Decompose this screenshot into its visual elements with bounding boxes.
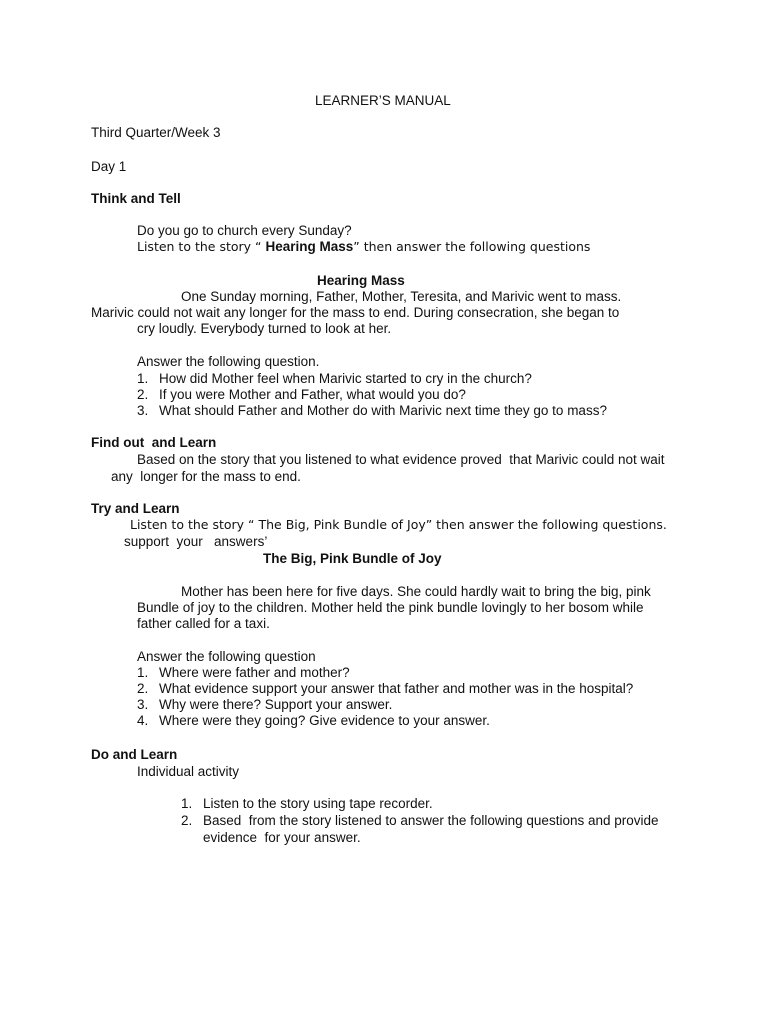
story-line: cry loudly. Everybody turned to look at her. (137, 321, 392, 336)
list-item: 4. Where were they going? Give evidence to your answer. (137, 713, 490, 728)
activity-label: Individual activity (137, 764, 240, 779)
listen-post: ” then answer the following questions (353, 239, 591, 254)
find-out-line: Based on the story that you listened to what evidence proved that Marivic could not wait (137, 452, 665, 467)
story-line: Mother has been here for five days. She could hardly wait to bring the big, pink (181, 584, 651, 599)
listen-story-title: Hearing Mass (265, 239, 354, 254)
find-out-line: any longer for the mass to end. (111, 469, 301, 484)
story-line: One Sunday morning, Father, Mother, Teresita, and Marivic went to mass. (181, 289, 622, 304)
answer-label: Answer the following question (137, 649, 316, 664)
list-item: 1. Listen to the story using tape recorder. (181, 796, 433, 811)
story-line: father called for a taxi. (137, 616, 270, 631)
list-item: 1. Where were father and mother? (137, 665, 350, 680)
list-item: 2. If you were Mother and Father, what would you do? (137, 387, 466, 402)
support-answers-line: support your answers’ (124, 534, 268, 549)
list-item: 2. What evidence support your answer that father and mother was in the hospital? (137, 681, 634, 696)
list-item: 2. Based from the story listened to answer the following questions and provide (181, 813, 659, 828)
list-item-continuation: evidence for your answer. (203, 830, 361, 845)
find-out-heading: Find out and Learn (91, 435, 217, 450)
list-item: 1. How did Mother feel when Marivic started to cry in the church? (137, 371, 532, 386)
list-item: 3. What should Father and Mother do with Marivic next time they go to mass? (137, 403, 607, 418)
document-title: LEARNER’S MANUAL (315, 93, 451, 108)
try-and-learn-heading: Try and Learn (91, 501, 180, 516)
story-line: Bundle of joy to the children. Mother held the pink bundle lovingly to her bosom while (137, 600, 644, 615)
listen-instruction (137, 239, 590, 255)
church-question: Do you go to church every Sunday? (137, 223, 352, 238)
think-and-tell-heading: Think and Tell (91, 191, 181, 206)
story-line: Marivic could not wait any longer for the mass to end. During consecration, she began to (91, 305, 620, 320)
story-title-hearing-mass: Hearing Mass (317, 273, 405, 288)
story-title-pink-bundle: The Big, Pink Bundle of Joy (263, 551, 442, 566)
listen-pre: Listen to the story “ (137, 239, 266, 254)
do-and-learn-heading: Do and Learn (91, 747, 178, 762)
quarter-label: Third Quarter/Week 3 (91, 125, 221, 140)
try-listen-instruction: Listen to the story “ The Big, Pink Bundle of Joy” then answer the following questions. (130, 517, 667, 532)
answer-label: Answer the following question. (137, 354, 320, 369)
list-item: 3. Why were there? Support your answer. (137, 697, 393, 712)
day-label: Day 1 (91, 159, 127, 174)
